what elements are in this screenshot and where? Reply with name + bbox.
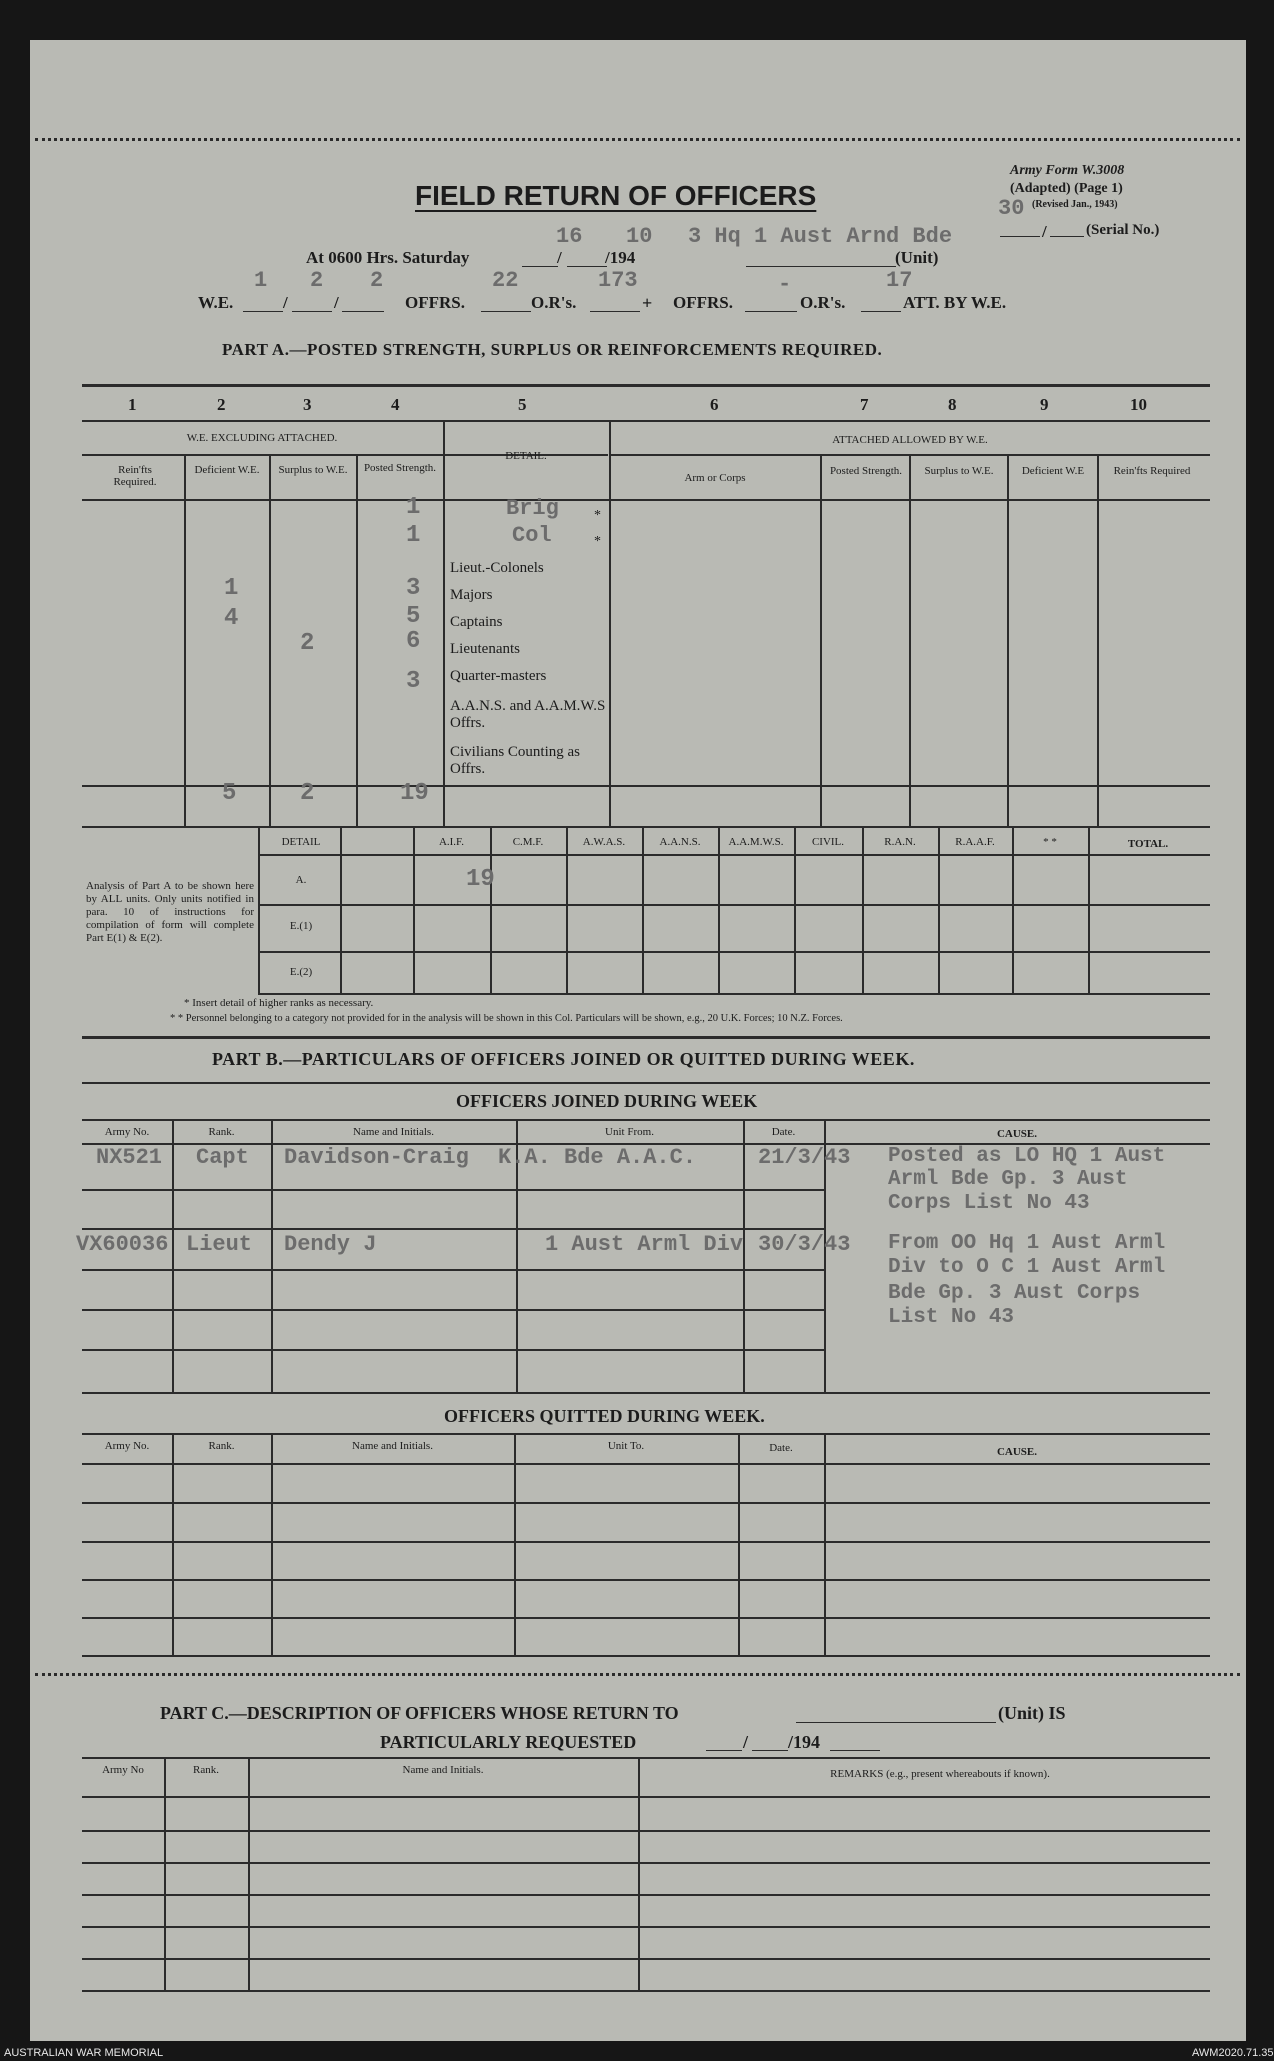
rank-ltcol: Lieut.-Colonels xyxy=(450,560,544,576)
ors-label-1: O.R's. xyxy=(531,293,577,312)
rank-lieutenants: Lieutenants xyxy=(450,641,520,657)
year-label: /194 xyxy=(605,248,636,267)
plus-sign: + xyxy=(642,293,653,313)
page-title: FIELD RETURN OF OFFICERS xyxy=(415,180,817,211)
rank-qm: Quarter-masters xyxy=(450,668,547,684)
army-form-label: Army Form W.3008 xyxy=(1010,163,1125,178)
we-label: W.E. xyxy=(198,293,234,312)
typed-serial: 30 xyxy=(998,196,1025,221)
posted-captains: 5 xyxy=(406,603,421,630)
reinfts-head-r: Rein'fts Required xyxy=(1113,465,1191,477)
analysis-row-e1: E.(1) xyxy=(289,920,313,932)
part-a-title: PART A.—POSTED STRENGTH, SURPLUS OR REINFORCEMENTS REQUIRED. xyxy=(222,340,883,359)
typed-we2: 2 xyxy=(310,268,324,293)
posted-head-r: Posted Strength. xyxy=(829,465,903,477)
star-1: * xyxy=(594,508,601,523)
typed-unit: 3 Hq 1 Aust Arnd Bde xyxy=(688,224,953,249)
attached-allowed-label: ATTACHED ALLOWED BY W.E. xyxy=(832,434,988,446)
ors-label-2: O.R's. xyxy=(800,293,846,312)
posted-lieutenants: 6 xyxy=(406,628,421,655)
part-c-year: /194 xyxy=(788,1732,821,1752)
rank-civilians: Civilians Counting as Offrs. xyxy=(450,744,581,777)
adapted-label: (Adapted) (Page 1) xyxy=(1010,181,1123,196)
perforation-mid xyxy=(35,1673,1240,1676)
typed-rank-brig: Brig xyxy=(506,496,559,521)
analysis-note: Analysis of Part A to be shown here by ALL units. Only units notified in para. 10 of instructions for compilation of form will complete Part E(1) & E(2). xyxy=(86,880,254,944)
analysis-row-a: A. xyxy=(295,874,307,886)
footnote-2: * * Personnel belonging to a category not provided for in the analysis will be shown in this Col. Particulars will be shown, e.g., 20 U.K. Forces; 10 N.Z. Forces. xyxy=(170,1013,843,1024)
deficient-head: Deficient W.E. xyxy=(194,464,260,476)
arm-corps-head: Arm or Corps xyxy=(684,472,746,484)
deficient-majors: 1 xyxy=(224,575,239,602)
footnote-1: * Insert detail of higher ranks as necessary. xyxy=(184,997,374,1009)
surplus-head-r: Surplus to W.E. xyxy=(924,465,994,477)
posted-col: 1 xyxy=(406,522,421,549)
typed-day: 16 xyxy=(556,224,583,249)
analysis-row-e2: E.(2) xyxy=(289,966,313,978)
part-c-requested: PARTICULARLY REQUESTED xyxy=(380,1732,637,1752)
at-line-label: At 0600 Hrs. Saturday xyxy=(306,248,470,267)
joined-title: OFFICERS JOINED DURING WEEK xyxy=(456,1091,758,1111)
detail-head: DETAIL. xyxy=(505,450,547,462)
typed-att-offrs: - xyxy=(778,272,792,297)
revised-label: (Revised Jan., 1943) xyxy=(1032,199,1118,210)
surplus-lieutenants: 2 xyxy=(300,630,315,657)
typed-rank-col: Col xyxy=(512,523,552,548)
total-deficient: 5 xyxy=(222,780,237,807)
posted-head: Posted Strength. xyxy=(363,462,437,474)
surplus-head: Surplus to W.E. xyxy=(278,464,348,476)
star-2: * xyxy=(594,534,601,549)
deficient-head-r: Deficient W.E xyxy=(1021,465,1085,477)
total-surplus: 2 xyxy=(300,780,315,807)
footer-left: AUSTRALIAN WAR MEMORIAL xyxy=(4,2047,164,2059)
posted-majors: 3 xyxy=(406,575,421,602)
part-c-unit: (Unit) IS xyxy=(998,1703,1066,1723)
att-label: ATT. BY W.E. xyxy=(903,293,1007,312)
unit-label: (Unit) xyxy=(895,248,939,267)
offrs-label-2: OFFRS. xyxy=(673,293,733,312)
reinfts-head: Rein'fts Required. xyxy=(113,464,157,488)
typed-att-ors: 17 xyxy=(886,268,913,293)
deficient-captains: 4 xyxy=(224,605,239,632)
we-excluding-label: W.E. EXCLUDING ATTACHED. xyxy=(186,432,338,444)
rank-majors: Majors xyxy=(450,587,493,603)
typed-we1: 1 xyxy=(254,268,268,293)
typed-offrs: 22 xyxy=(492,268,519,293)
typed-month: 10 xyxy=(626,224,653,249)
quitted-title: OFFICERS QUITTED DURING WEEK. xyxy=(444,1406,765,1426)
rank-captains: Captains xyxy=(450,614,503,630)
typed-we3: 2 xyxy=(370,268,384,293)
perforation-top xyxy=(35,138,1240,141)
typed-ors: 173 xyxy=(598,268,638,293)
part-b-title: PART B.—PARTICULARS OF OFFICERS JOINED OR QUITTED DURING WEEK. xyxy=(212,1049,915,1069)
analysis-aif-a: 19 xyxy=(466,866,495,893)
rank-aans: A.A.N.S. and A.A.M.W.S Offrs. xyxy=(450,698,606,731)
serial-label: (Serial No.) xyxy=(1086,222,1160,238)
footer-right: AWM2020.71.35 xyxy=(1192,2047,1274,2059)
total-posted: 19 xyxy=(400,780,429,807)
part-c-title: PART C.—DESCRIPTION OF OFFICERS WHOSE RETURN TO xyxy=(160,1703,679,1723)
offrs-label-1: OFFRS. xyxy=(405,293,465,312)
posted-brig: 1 xyxy=(406,494,421,521)
posted-qm: 3 xyxy=(406,668,421,695)
